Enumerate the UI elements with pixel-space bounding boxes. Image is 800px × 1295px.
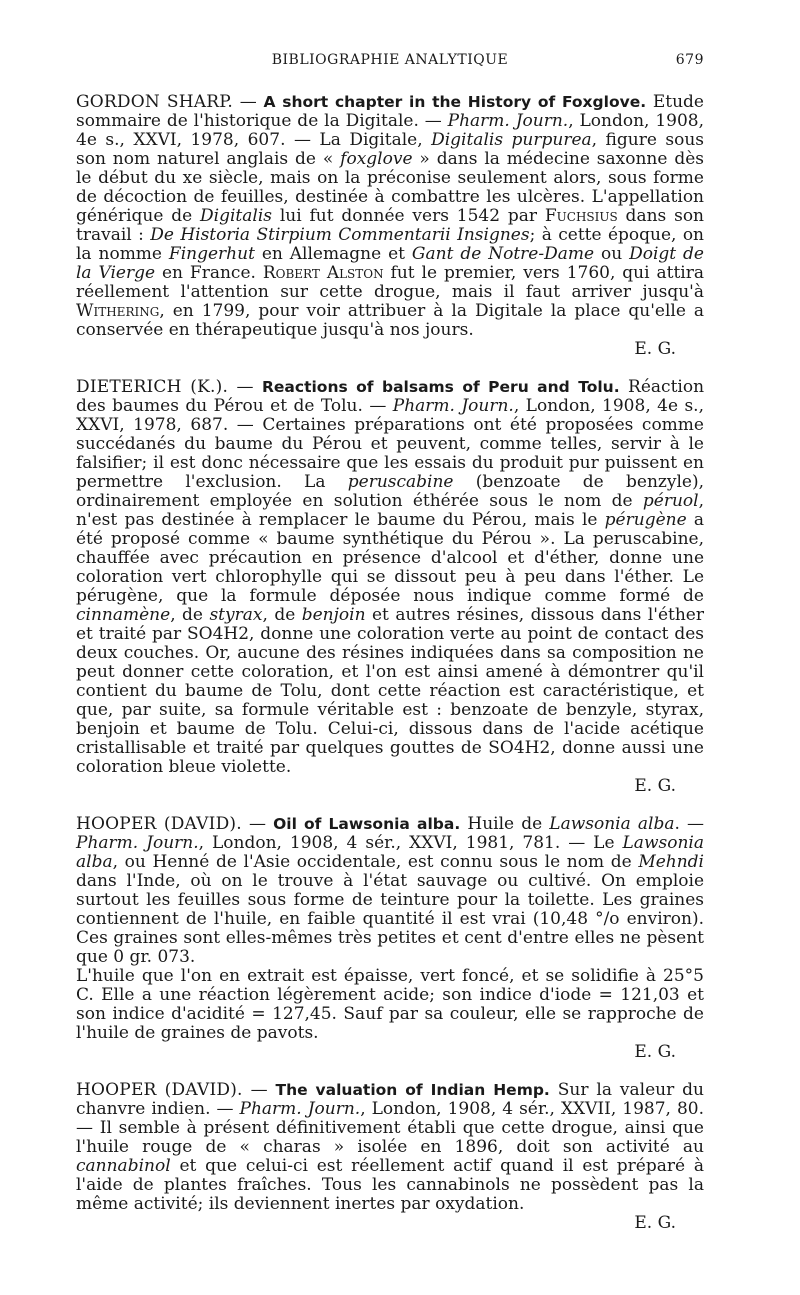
- entry-author: HOOPER (DAVID).: [76, 814, 242, 834]
- entry-title: A short chapter in the History of Foxglove.: [263, 93, 647, 111]
- entry-title: The valuation of Indian Hemp.: [275, 1081, 550, 1099]
- entry-paragraph: GORDON SHARP. — A short chapter in the History of Foxglove. Etude sommaire de l'historique de la Digitale. — Pharm. Journ., London, 1908, 4e s., XXVI, 1978, 607. — La Digitale, Digitalis purpurea, figure sous son nom naturel anglais de « foxglove » dans la médecine saxonne dès le début du xe siècle, mais on la préconise seulement alors, sous forme de décoction de feuilles, destinée à combattre les ulcères. L'appellation générique de Digitalis lui fut donnée vers 1542 par Fuchsius dans son travail : De Historia Stirpium Commentarii Insignes; à cette époque, on la nomme Fingerhut en Allemagne et Gant de Notre-Dame ou Doigt de la Vierge en France. Robert Alston fut le premier, vers 1760, qui attira réellement l'attention sur cette drogue, mais il faut arriver jusqu'à Withering, en 1799, pour voir attribuer à la Digitale la place qu'elle a conservée en thérapeutique jusqu'à nos jours.: [76, 92, 705, 340]
- journal-name: Pharm. Journ.: [392, 396, 514, 416]
- entry-paragraph: L'huile que l'on en extrait est épaisse, vert foncé, et se solidifie à 25°5 C. Elle a une réaction légèrement acide; son indice d'iode = 121,03 et son indice d'acidité = 127,45. Sauf par sa couleur, elle se rapproche de l'huile de graines de pavots.: [76, 966, 704, 1043]
- bibliography-entry: [76, 1081, 704, 1233]
- entry-paragraph: DIETERICH (K.). — Reactions of balsams of Peru and Tolu. Réaction des baumes du Pérou et de Tolu. — Pharm. Journ., London, 1908, 4e s., XXVI, 1978, 687. — Certaines préparations ont été proposées comme succédanés du baume du Pérou et peuvent, comme telles, servir à le falsifier; il est donc nécessaire que les essais du produit pur puissent en permettre l'exclusion. La peruscabine (benzoate de benzyle), ordinairement employée en solution éthérée sous le nom de péruol, n'est pas destinée à remplacer le baume du Pérou, mais le pérugène a été proposé comme « baume synthétique du Pérou ». La peruscabine, chauffée avec précaution en présence d'alcool et d'éther, donne une coloration vert chlorophylle qui se dissout peu à peu dans l'éther. Le pérugène, que la formule déposée nous indique comme formé de cinnamène, de styrax, de benjoin et autres résines, dissous dans l'éther et traité par SO4H2, donne une coloration verte au point de contact des deux couches. Or, aucune des résines indiquées dans sa composition ne peut donner cette coloration, et l'on est ainsi amené à démontrer qu'il contient du baume de Tolu, dont cette réaction est caractéristique, et que, par suite, sa formule véritable est : benzoate de benzyle, styrax, benjoin et baume de Tolu. Celui-ci, dissous dans de l'acide acétique cristallisable et traité par quelques gouttes de SO4H2, donne aussi une coloration bleue violette.: [76, 377, 705, 777]
- page-number: 679: [675, 52, 704, 68]
- journal-name: Pharm. Journ.: [76, 833, 199, 853]
- bibliography-entry: [76, 378, 704, 796]
- entry-title: Oil of Lawsonia alba.: [273, 815, 461, 833]
- running-header: [76, 52, 704, 74]
- entry-title: Reactions of balsams of Peru and Tolu.: [261, 378, 620, 396]
- entry-author: DIETERICH (K.).: [76, 377, 229, 397]
- journal-name: Pharm. Journ.: [239, 1099, 361, 1119]
- entry-author: HOOPER (DAVID).: [76, 1080, 243, 1100]
- entry-signature: E. G.: [634, 1042, 676, 1062]
- section-title: BIBLIOGRAPHIE ANALYTIQUE: [271, 52, 509, 68]
- bibliography-entry: [76, 815, 704, 1062]
- article-body: [76, 93, 704, 1233]
- bibliography-entry: [76, 93, 704, 359]
- entry-author: GORDON SHARP.: [76, 92, 234, 112]
- entry-signature: E. G.: [634, 339, 676, 359]
- entry-paragraph: HOOPER (DAVID). — Oil of Lawsonia alba. Huile de Lawsonia alba. — Pharm. Journ., London, 1908, 4 sér., XXVI, 1981, 781. — Le Lawsonia alba, ou Henné de l'Asie occidentale, est connu sous le nom de Mehndi dans l'Inde, où on le trouve à l'état sauvage ou cultivé. On emploie surtout les feuilles sous forme de teinture pour la toilette. Les graines contiennent de l'huile, en faible quantité il est vrai (10,48 °/o environ). Ces graines sont elles-mêmes très petites et cent d'entre elles ne pèsent que 0 gr. 073.: [76, 814, 705, 967]
- journal-name: Pharm. Journ.: [447, 111, 569, 131]
- entry-signature: E. G.: [634, 1213, 676, 1233]
- entry-signature: E. G.: [634, 776, 676, 796]
- entry-paragraph: HOOPER (DAVID). — The valuation of Indian Hemp. Sur la valeur du chanvre indien. — Pharm. Journ., London, 1908, 4 sér., XXVII, 1987, 80. — Il semble à présent définitivement établi que cette drogue, ainsi que l'huile rouge de « charas » isolée en 1896, doit son activité au cannabinol et que celui-ci est réellement actif quand il est préparé à l'aide de plantes fraîches. Tous les cannabinols ne possèdent pas la même activité; ils deviennent inertes par oxydation.: [76, 1080, 704, 1214]
